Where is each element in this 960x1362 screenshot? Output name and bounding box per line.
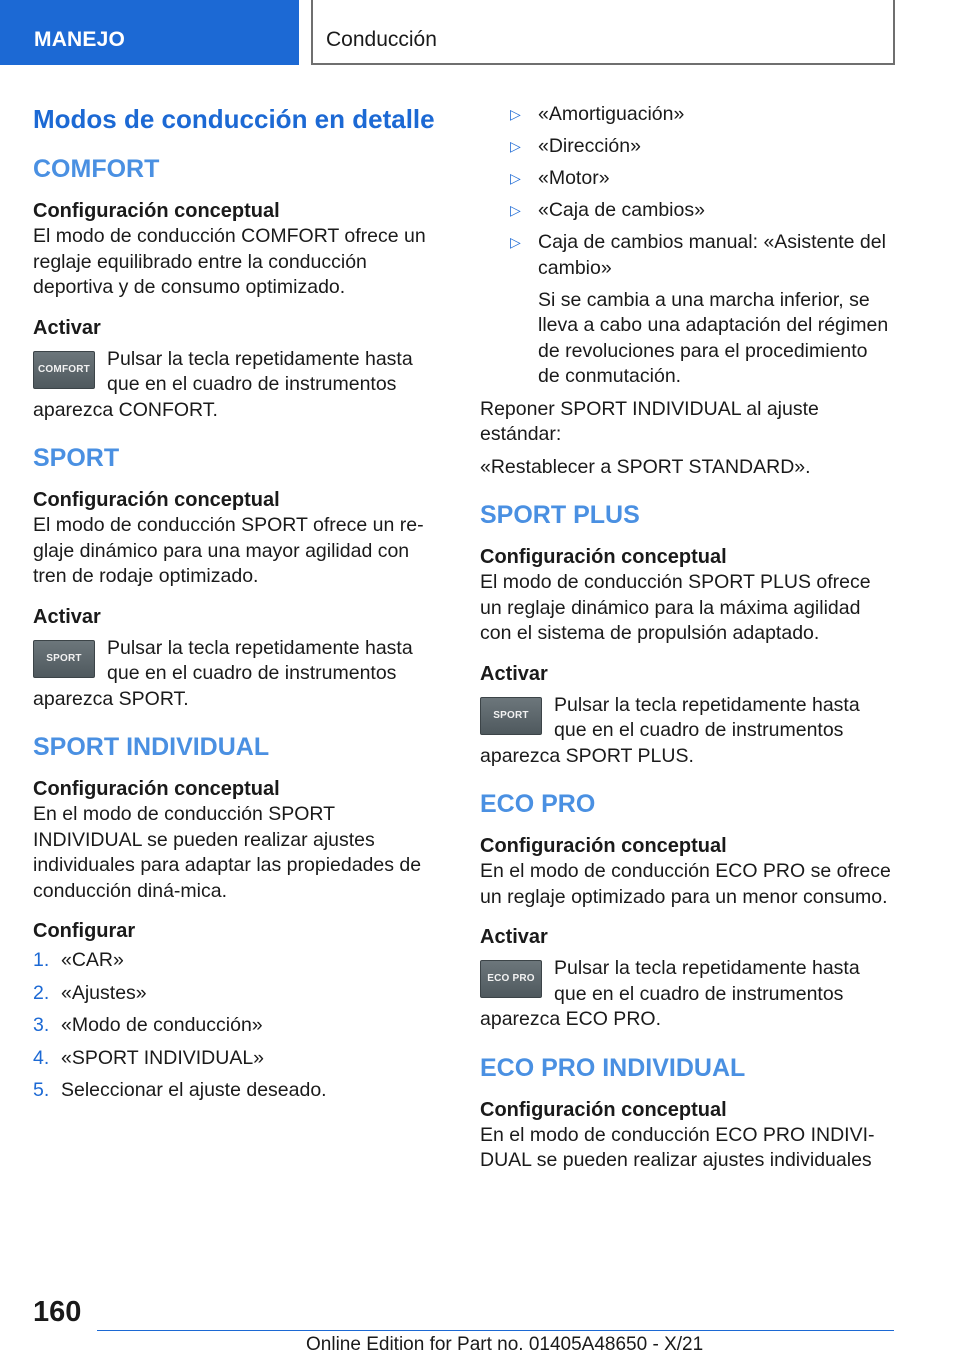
triangle-bullet-icon: ▷ [510, 138, 521, 154]
triangle-bullet-icon: ▷ [510, 170, 521, 186]
bullet-text: «Amortiguación» [538, 103, 685, 125]
list-item [33, 1078, 447, 1104]
sport-individual-concept-text: En el modo de conducción SPORT INDIVIDUAL se pueden realizar ajustes individuales para adaptar las propiedades de conducción diná-mica. [33, 803, 422, 902]
sport-plus-concept-heading: Configuración conceptual [480, 546, 727, 568]
comfort-key-icon [33, 351, 95, 389]
eco-pro-individual-concept-heading: Configuración conceptual [480, 1098, 727, 1121]
eco-pro-heading: ECO PRO [480, 790, 596, 818]
page-title: Modos de conducción en detalle [33, 104, 435, 134]
eco-pro-individual-concept-text: En el modo de conducción ECO PRO INDIVI-DUAL se pueden realizar ajustes individuales [480, 1123, 875, 1171]
list-item [480, 134, 894, 160]
triangle-bullet-icon: ▷ [510, 234, 521, 250]
sport-plus-heading: SPORT PLUS [480, 501, 640, 529]
list-item [480, 230, 894, 281]
list-item [33, 1046, 447, 1072]
sport-activate-block [33, 636, 447, 713]
sport-individual-concept-heading: Configuración conceptual [33, 778, 280, 800]
bullet-text: «Dirección» [538, 135, 641, 157]
page-number: 160 [33, 1296, 82, 1328]
sport-plus-concept-text: El modo de conducción SPORT PLUS ofrece un reglaje dinámico para la máxima agilidad con el sistema de propulsión adaptado. [480, 571, 871, 644]
list-item [480, 166, 894, 192]
comfort-activate-block [33, 347, 447, 424]
list-item [480, 198, 894, 224]
eco-pro-individual-heading: ECO PRO INDIVIDUAL [480, 1053, 746, 1082]
reset-text: Reponer SPORT INDIVIDUAL al ajuste estándar: [480, 397, 819, 445]
comfort-activate-heading: Activar [33, 316, 101, 339]
configure-steps [33, 948, 447, 1104]
eco-pro-concept-heading: Configuración conceptual [480, 835, 727, 857]
step-number: 4. [33, 1046, 50, 1069]
sport-concept-text: El modo de conducción SPORT ofrece un re-glaje dinámico para una mayor agilidad con tren de rodaje optimizado. [33, 514, 424, 587]
step-text: «Modo de conducción» [61, 1014, 263, 1036]
eco-pro-key-icon [480, 960, 542, 998]
footer-edition: Online Edition for Part no. 01405A48650 - X/21 [306, 1334, 704, 1355]
eco-pro-activate-block [480, 956, 894, 1033]
step-number: 1. [33, 949, 50, 971]
bullet-text: «Caja de cambios» [538, 199, 705, 221]
sport-plus-key-icon [480, 697, 542, 735]
sport-activate-heading: Activar [33, 605, 101, 628]
triangle-bullet-icon: ▷ [510, 202, 521, 218]
sport-plus-activate-heading: Activar [480, 662, 548, 685]
left-column [33, 100, 447, 1111]
sport-individual-heading: SPORT INDIVIDUAL [33, 733, 270, 761]
triangle-bullet-icon: ▷ [510, 106, 521, 122]
comfort-concept-text: El modo de conducción COMFORT ofrece un reglaje equilibrado entre la conducción deportiva y de consumo optimizado. [33, 225, 426, 298]
comfort-key-label: COMFORT [38, 363, 90, 375]
bullet-text: Caja de cambios manual: «Asistente del cambio» [538, 231, 886, 279]
footer-divider [97, 1330, 894, 1331]
eco-pro-activate-text: Pulsar la tecla repetidamente hasta que en el cuadro de instrumentos aparezca ECO PRO. [480, 957, 860, 1030]
list-item [33, 1013, 447, 1039]
sport-plus-activate-block [480, 693, 894, 770]
eco-pro-key-label: ECO PRO [487, 973, 535, 984]
configure-heading: Configurar [33, 920, 136, 942]
sport-key-icon [33, 640, 95, 678]
step-text: «SPORT INDIVIDUAL» [61, 1046, 265, 1069]
comfort-heading: COMFORT [33, 155, 160, 183]
comfort-concept-heading: Configuración conceptual [33, 200, 280, 222]
chapter-header [311, 0, 895, 65]
eco-pro-concept-text: En el modo de conducción ECO PRO se ofrece un reglaje optimizado para un menor consumo. [480, 860, 891, 908]
settings-bullet-list [480, 102, 894, 390]
bullet-text: «Motor» [538, 167, 610, 189]
list-item [33, 981, 447, 1007]
step-number: 5. [33, 1079, 50, 1101]
step-text: «CAR» [61, 949, 124, 971]
sport-heading: SPORT [33, 444, 120, 472]
section-tab [0, 0, 299, 65]
list-item [33, 948, 447, 974]
right-column [480, 102, 894, 1174]
sport-plus-key-label: SPORT [493, 709, 529, 721]
sport-key-label: SPORT [46, 652, 82, 664]
eco-pro-activate-heading: Activar [480, 926, 548, 948]
reset-action: «Restablecer a SPORT STANDARD». [480, 455, 811, 478]
sport-activate-text: Pulsar la tecla repetidamente hasta que en el cuadro de instrumentos aparezca SPORT. [33, 636, 413, 710]
sport-plus-activate-text: Pulsar la tecla repetidamente hasta que en el cuadro de instrumentos aparezca SPORT PLUS. [480, 693, 860, 767]
comfort-activate-text: Pulsar la tecla repetidamente hasta que en el cuadro de instrumentos aparezca CONFORT. [33, 347, 413, 421]
bullet-note: Si se cambia a una marcha inferior, se lleva a cabo una adaptación del régimen de revoluciones para el procedimiento de conmutación. [538, 288, 889, 387]
step-text: Seleccionar el ajuste deseado. [61, 1079, 327, 1101]
sport-concept-heading: Configuración conceptual [33, 489, 280, 511]
section-tab-label: MANEJO [34, 28, 126, 51]
chapter-title: Conducción [326, 28, 437, 51]
step-number: 2. [33, 981, 50, 1004]
list-item [480, 102, 894, 128]
step-text: «Ajustes» [61, 981, 147, 1004]
step-number: 3. [33, 1014, 50, 1036]
